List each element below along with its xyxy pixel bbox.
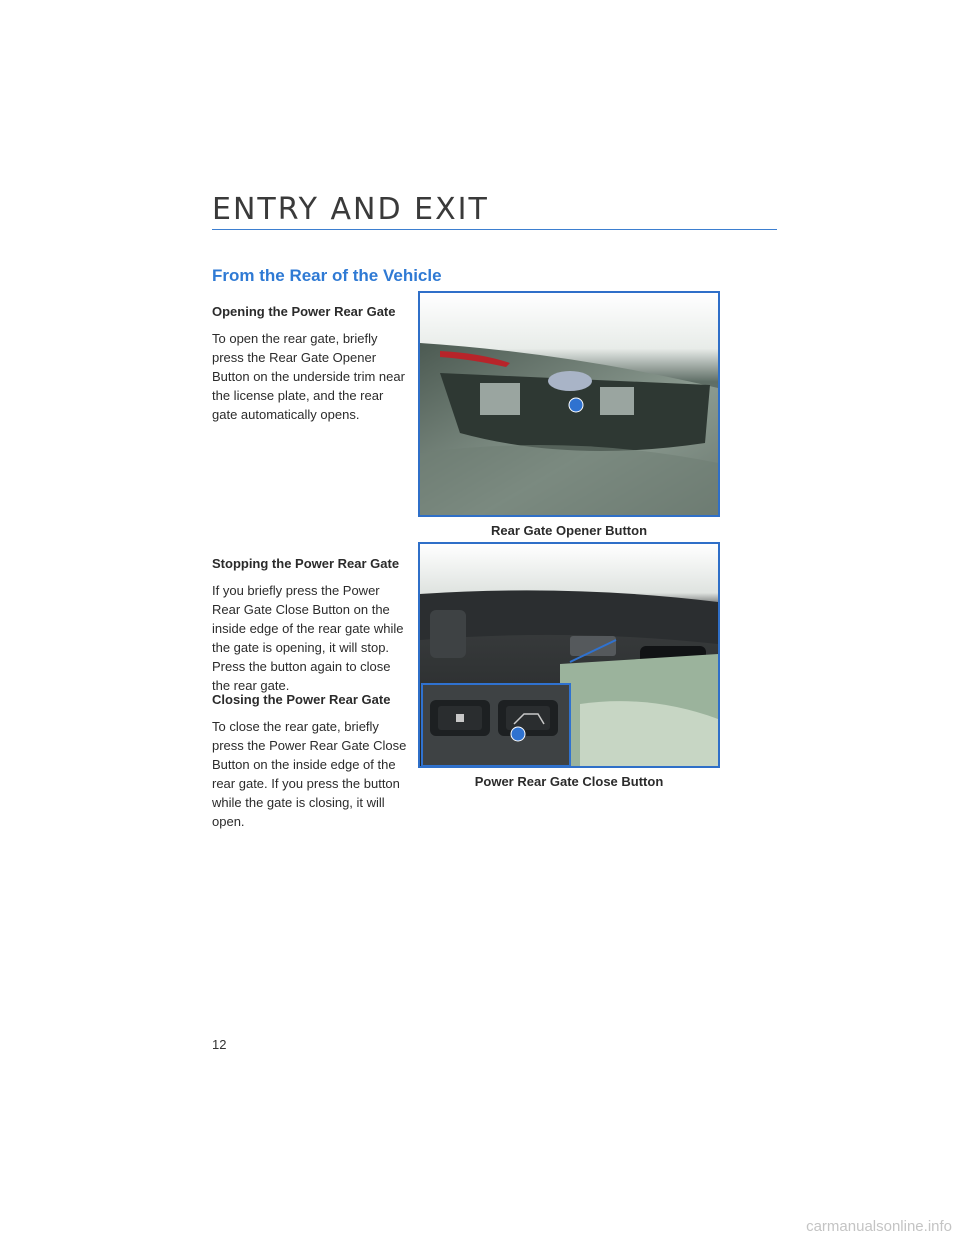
- closing-section: [212, 690, 408, 831]
- callout-marker: [569, 398, 583, 412]
- power-rear-gate-close-caption: Power Rear Gate Close Button: [474, 774, 664, 789]
- opening-section: [212, 302, 408, 424]
- stopping-body: If you briefly press the Power Rear Gate Close Button on the inside edge of the rear gate while the gate is opening, it will stop. Press the button again to close the rear gate.: [212, 583, 404, 693]
- section-title: ENTRY AND EXIT: [212, 192, 489, 227]
- rear-gate-opener-caption: Rear Gate Opener Button: [490, 523, 648, 538]
- stopping-heading: Stopping the Power Rear Gate: [212, 556, 400, 571]
- watermark: carmanualsonline.info: [806, 1218, 952, 1235]
- opening-body: To open the rear gate, briefly press the Rear Gate Opener Button on the underside trim near the license plate, and the rear gate automatically opens.: [212, 331, 405, 422]
- rear-gate-opener-photo: [418, 291, 720, 517]
- closing-body: To close the rear gate, briefly press the Power Rear Gate Close Button on the inside edge of the rear gate. If you press the button while the gate is closing, it will open.: [212, 719, 407, 829]
- stopping-section: [212, 554, 408, 695]
- subheading: From the Rear of the Vehicle: [212, 266, 442, 285]
- section-divider: [212, 229, 777, 230]
- callout-marker: [511, 727, 525, 741]
- page-number: 12: [212, 1037, 227, 1052]
- power-rear-gate-close-photo: [418, 542, 720, 768]
- opening-heading: Opening the Power Rear Gate: [212, 304, 396, 319]
- closing-heading: Closing the Power Rear Gate: [212, 692, 391, 707]
